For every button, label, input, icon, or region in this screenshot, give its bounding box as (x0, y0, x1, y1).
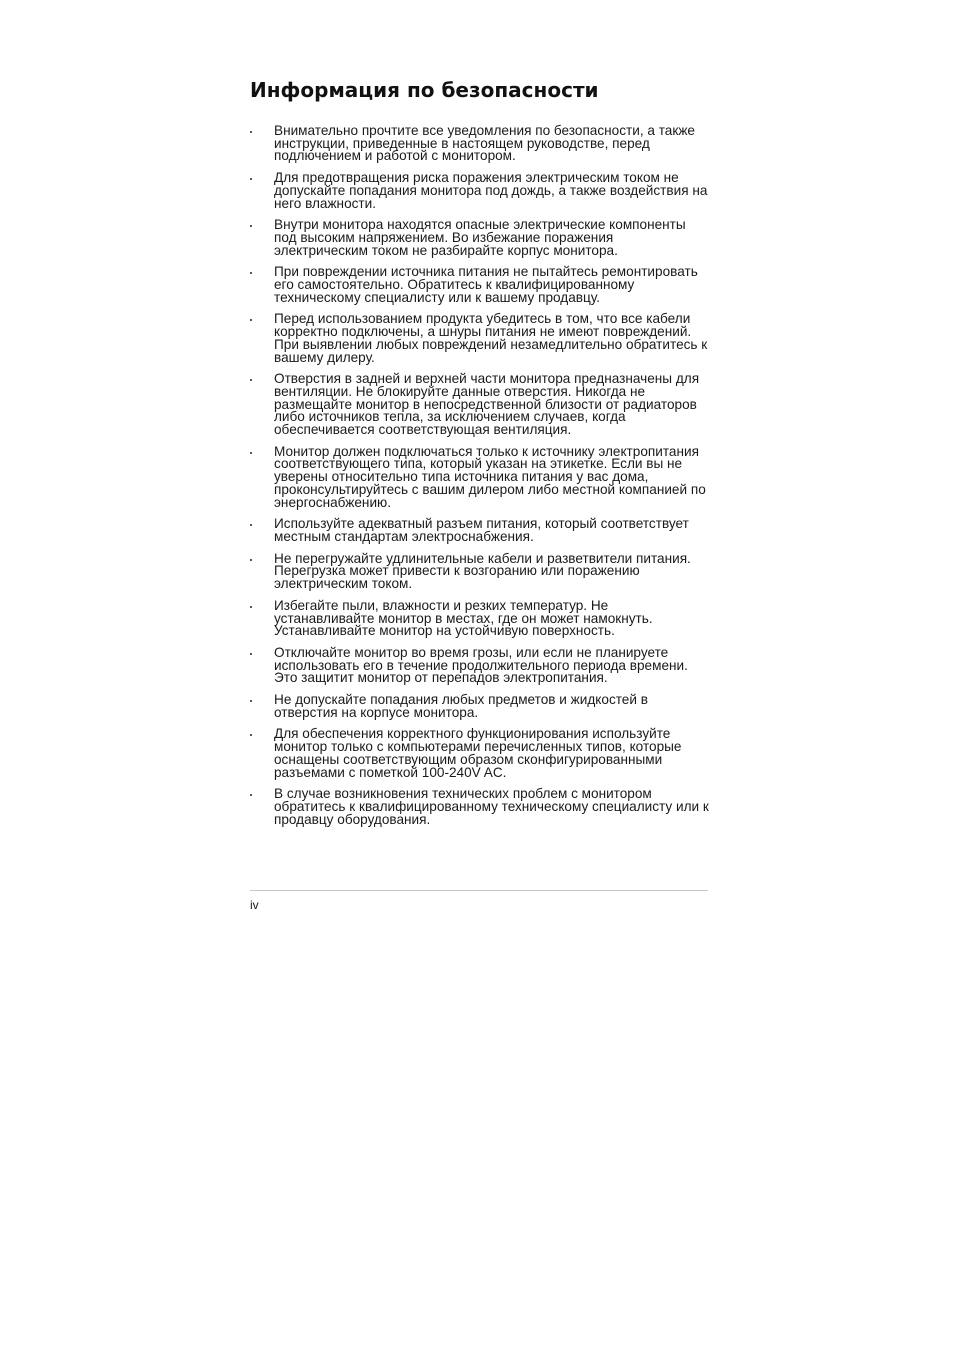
list-item-text: Перед использованием продукта убедитесь в том, что все кабели корректно подключены, а шнуры питания не имеют повреждений. При выявлении любых повреждений незамедлительно обратитесь к вашему дилеру. (274, 311, 708, 365)
page-number: iv (250, 898, 259, 912)
list-item-text: Не допускайте попадания любых предметов и жидкостей в отверстия на корпусе монитора. (274, 692, 648, 720)
bullet-icon (250, 653, 252, 655)
list-item-text: Внутри монитора находятся опасные электрические компоненты под высоким напряжением. Во избежание поражения электрическим током не разбирайте корпус монитора. (274, 217, 686, 258)
list-item (250, 597, 710, 639)
bullet-icon (250, 178, 252, 180)
safety-list (250, 125, 710, 826)
list-item-text: В случае возникновения технических проблем с монитором обратитесь к квалифицированному техническому специалисту или к продавцу оборудования. (274, 786, 709, 827)
bullet-icon (250, 225, 252, 227)
list-item-text: Отключайте монитор во время грозы, или если не планируете использовать его в течение продолжительного периода времени. Это защитит монитор от перепадов электропитания. (274, 644, 688, 686)
bullet-icon (250, 700, 252, 702)
list-item (250, 373, 710, 437)
list-item-text: Отверстия в задней и верхней части монитора предназначены для вентиляции. Не блокируйте данные отверстия. Никогда не размещайте монитор в непосредственной близости от радиаторов либо источников тепла, за исключением случаев, когда обеспечивается соответствующая вентиляция. (274, 371, 700, 438)
list-item-text: Внимательно прочтите все уведомления по безопасности, а также инструкции, приведенные в настоящем руководстве, перед подлючением и работой с монитором. (274, 123, 695, 164)
bullet-icon (250, 524, 252, 526)
list-item (250, 694, 710, 719)
page-title: Информация по безопасности (250, 78, 599, 102)
bullet-icon (250, 319, 252, 321)
bullet-icon (250, 379, 252, 381)
list-item (250, 518, 710, 543)
list-item-text: Для предотвращения риска поражения электрическим током не допускайте попадания монитора под дождь, а также воздействия на него влажности. (274, 170, 708, 211)
list-item (250, 266, 710, 304)
list-item (250, 788, 710, 826)
bullet-icon (250, 734, 252, 736)
bullet-icon (250, 559, 252, 561)
list-item (250, 644, 710, 686)
list-item-text: Для обеспечения корректного функционирования используйте монитор только с компьютерами перечисленных типов, которые оснащены соответствующим образом сконфигурированными разъемами с пометкой 100-240V AC. (274, 726, 682, 780)
list-item (250, 728, 710, 779)
list-item (250, 172, 710, 210)
bullet-icon (250, 452, 252, 454)
list-item (250, 219, 710, 257)
list-item-text: Не перегружайте удлинительные кабели и разветвители питания. Перегрузка может привести к возгоранию или поражению электрическим током. (274, 550, 691, 592)
bullet-icon (250, 272, 252, 274)
footer-divider (250, 890, 708, 891)
list-item-text: Избегайте пыли, влажности и резких температур. Не устанавливайте монитор в местах, где он может намокнуть. Устанавливайте монитор на устойчивую поверхность. (274, 597, 653, 639)
list-item (250, 125, 710, 163)
list-item-text: Монитор должен подключаться только к источнику электропитания соответствующего типа, который указан на этикетке. Если вы не уверены относительно типа источника питания у вас дома, проконсультируйтесь с вашим дилером либо местной компанией по энергоснабжению. (274, 443, 706, 510)
list-item (250, 313, 710, 364)
list-item-text: При повреждении источника питания не пытайтесь ремонтировать его самостоятельно. Обратитесь к квалифицированному техническому специалисту или к вашему продавцу. (274, 264, 698, 305)
bullet-icon (250, 794, 252, 796)
bullet-icon (250, 606, 252, 608)
list-item (250, 550, 710, 592)
page-content (250, 76, 710, 835)
list-item-text: Используйте адекватный разъем питания, который соответствует местным стандартам электроснабжения. (274, 516, 689, 544)
bullet-icon (250, 131, 252, 133)
list-item (250, 443, 710, 510)
